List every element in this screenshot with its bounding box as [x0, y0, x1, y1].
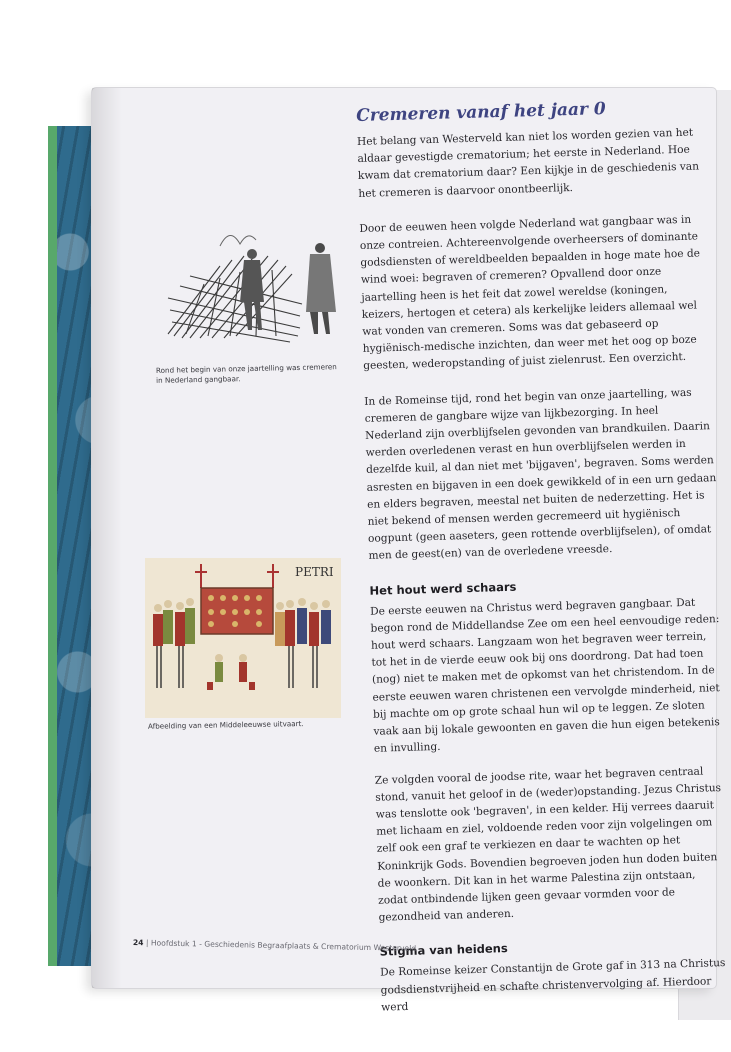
- page-gutter-shadow: [92, 88, 122, 988]
- caption-image-1: Rond het begin van onze jaartelling was cremeren in Nederland gangbaar.: [155, 362, 337, 385]
- caption-image-2: Afbeelding van een Middeleeuwse uitvaart.: [147, 719, 304, 731]
- page-number: 24: [132, 938, 144, 948]
- paragraph-4: Ze volgden vooral de joodse rite, waar het begraven centraal stond, vanuit het geloof in de (weder)opstanding. Jezus Christus was tenslotte ook 'begraven', in een kelder. Hij verrees daaruit met lichaam en ziel, voldoende reden voor zijn volgelingen om zelf ook een graf te verkiezen en daar te wachten op het Koninkrijk Gods. Bovendien begroeven joden hun doden buiten de woonkern. Dit kan in het warme Palestina zijn ontstaan, zodat ontbindende lijken geen gevaar vormden voor de gezondheid van anderen.: [374, 765, 722, 924]
- article-column: [356, 96, 731, 1034]
- paragraph-3: De eerste eeuwen na Christus werd begraven gangbaar. Dat begon rond de Middellandse Zee om een heel eenvoudige reden: hout werd schaars. Langzaam won het begraven weer terrein, tot het in de vierde eeuw ook bij ons doordrong. Dat had toen (nog) niet te maken met de opkomst van het christendom. In de eerste eeuwen waren christenen een vervolgde minderheid, niet bij machte om op grote schaal hun wil op te leggen. Ze sloten vaak aan bij lokale gewoonten en gaven die hun eigen betekenis en invulling.: [369, 596, 720, 756]
- subheading-hout: Het hout werd schaars: [369, 579, 517, 598]
- cover-spine-edge: [48, 126, 57, 966]
- chapter-title: | Hoofdstuk 1 - Geschiedenis Begraafplaats & Crematorium Westerveld: [145, 938, 417, 953]
- subheading-stigma: Stigma van heidens: [379, 941, 508, 959]
- paragraph-5: De Romeinse keizer Constantijn de Grote gaf in 313 na Christus godsdienstvrijheid en schafte christenvervolging af. Hierdoor werd: [380, 957, 726, 1014]
- tapestry-illustration: [145, 558, 341, 718]
- article-intro: Het belang van Westerveld kan niet los worden gezien van het aldaar gevestigde crematorium; het eerste in Nederland. Hoe kwam dat crematorium daar? Een kijkje in de geschiedenis van het cremeren is daarvoor onontbeerlijk.: [356, 126, 700, 200]
- article-title: Cremeren vanaf het jaar 0: [356, 99, 606, 126]
- paragraph-2: In de Romeinse tijd, rond het begin van onze jaartelling, was cremeren de gangbare wijze van lijkbezorging. In heel Nederland zijn overblijfselen gevonden van brandkuilen. Daarin werden overledenen verast en hun overblijfselen werden in dezelfde kuil, al dan niet met 'bijgaven', begraven. Soms werden asresten en bijgaven in een doek gewikkeld of in een urn gedaan en elders begraven, meestal net buiten de nederzetting. Het is niet bekend of mensen werden gecremeerd uit hygiënisch oogpunt (geen aaseters, geen rottende overblijfselen), of omdat men de geest(en) van de overledene vreesde.: [364, 386, 717, 563]
- pyre-illustration: [160, 226, 342, 354]
- tapestry-inscription: PETRI: [295, 565, 334, 579]
- paragraph-1: Door de eeuwen heen volgde Nederland wat gangbaar was in onze contreien. Achtereenvolgende overheersers of dominante godsdiensten of wereldbeelden bepaalden in hoge mate hoe de wind woei: begraven of cremeren? Opvallend door onze jaartelling heen is het feit dat zowel wereldse (koningen, keizers, hertogen et cetera) als kerkelijke leiders allemaal wel wat vonden van cremeren. Soms was dat gebaseerd op hygiënisch-medische inzichten, dan weer met het oog op boze geesten, wederopstanding of juist zielenrust. Een overzicht.: [359, 213, 701, 373]
